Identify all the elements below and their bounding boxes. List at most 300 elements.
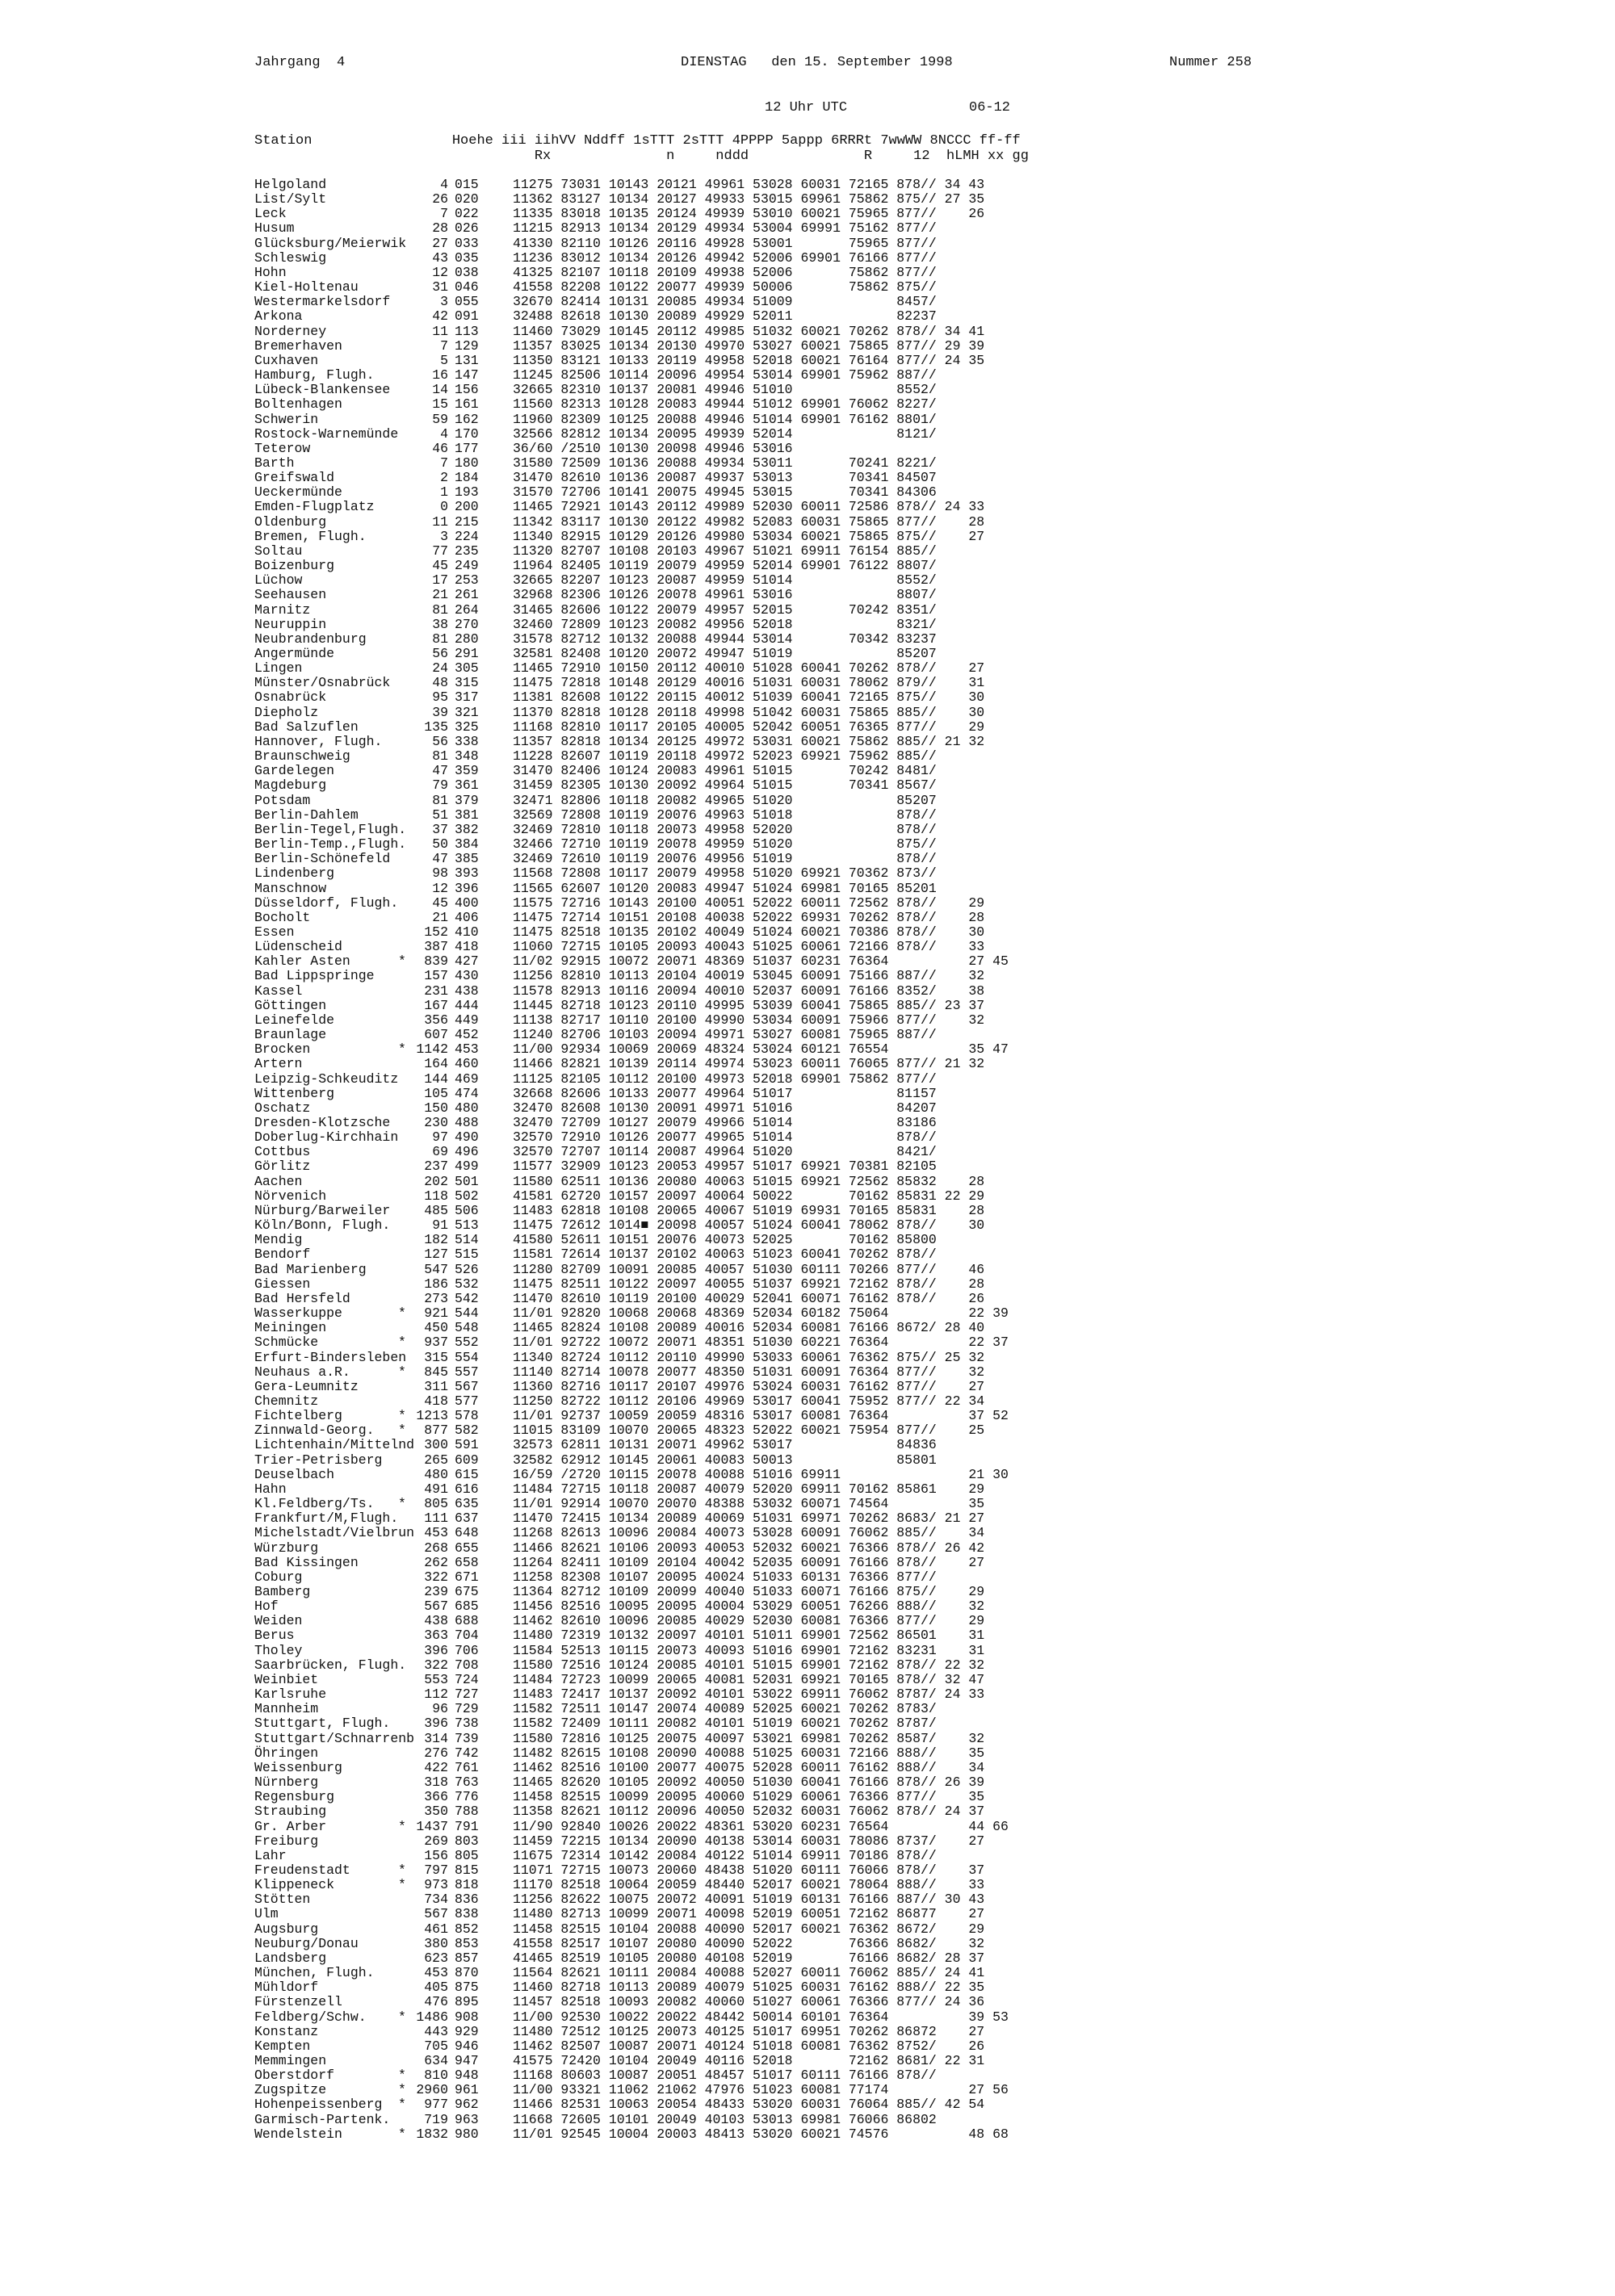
station-name: Oberstdorf [254,2068,335,2084]
synop-groups: 11577 32909 10123 20053 49957 51017 69921 70381 82105 [513,1158,937,1175]
station-name: Köln/Bonn, Flugh. [254,1217,391,1234]
mountain-marker: * [398,2009,406,2025]
station-height: 268 [424,1540,448,1556]
station-name: Landsberg [254,1950,327,1966]
station-height: 167 [424,997,448,1013]
station-number: 200 [455,499,479,515]
station-number: 022 [455,206,479,222]
station-number: 838 [455,1906,479,1922]
synop-groups: 32466 72710 10119 20078 49959 51020 875// [513,836,937,853]
station-height: 11 [432,323,448,339]
synop-groups: 11480 72512 10125 20073 40125 51017 69951 70262 86872 27 [513,2023,985,2039]
station-name: Stuttgart, Flugh. [254,1716,391,1732]
station-number: 567 [455,1378,479,1394]
station-height: 5 [440,352,448,368]
synop-groups: 11138 82717 10110 20100 49990 53034 60091 75966 877// 32 [513,1012,985,1028]
station-height: 1142 [416,1041,448,1058]
station-number: 291 [455,646,479,661]
synop-groups: 16/59 /2720 10115 20078 40088 51016 69911 21 30 [513,1466,1009,1482]
mountain-marker: * [398,2082,406,2098]
synop-groups: 32570 72910 10126 20077 49965 51014 878// [513,1129,937,1146]
synop-groups: 11370 82818 10128 20118 49998 51042 60031 75865 885// 30 [513,704,985,720]
station-height: 547 [424,1261,448,1277]
station-name: Feldberg/Schw. [254,2009,367,2025]
station-name: Magdeburg [254,777,327,794]
station-number: 020 [455,191,479,207]
mountain-marker: * [398,1422,406,1439]
station-number: 544 [455,1305,479,1322]
station-number: 742 [455,1745,479,1761]
station-number: 131 [455,352,479,368]
station-name: Nürnberg [254,1774,319,1791]
station-number: 947 [455,2053,479,2068]
synop-groups: 11466 82531 10063 20054 48433 53020 60031 76064 885// 42 54 [513,2097,985,2113]
synop-groups: 31578 82712 10132 20088 49944 53014 70342 83237 [513,631,937,647]
station-height: 37 [432,821,448,837]
station-name: Saarbrücken, Flugh. [254,1657,407,1673]
station-name: Bad Salzuflen [254,719,359,735]
station-number: 177 [455,440,479,456]
station-number: 685 [455,1598,479,1615]
station-name: Garmisch-Partenk. [254,2111,391,2127]
station-name: Hamburg, Flugh. [254,367,375,383]
station-name: Lüchow [254,572,303,589]
station-height: 623 [424,1950,448,1966]
station-number: 418 [455,939,479,955]
station-height: 396 [424,1716,448,1732]
station-name: Mühldorf [254,1980,319,1996]
station-number: 488 [455,1115,479,1130]
synop-groups: 11456 82516 10095 20095 40004 53029 60051 76266 888// 32 [513,1598,985,1615]
synop-groups: 11460 82718 10113 20089 40079 51025 60031 76162 888// 22 35 [513,1980,985,1996]
synop-groups: 41465 82519 10105 20080 40108 52019 76166 8682/ 28 37 [513,1950,985,1966]
station-name: Ueckermünde [254,484,342,501]
station-number: 895 [455,1994,479,2010]
station-height: 164 [424,1056,448,1072]
station-height: 95 [432,689,448,706]
station-number: 046 [455,279,479,295]
station-height: 0 [440,499,448,515]
synop-groups: 11581 72614 10137 20102 40063 51023 60041 70262 878// [513,1246,937,1263]
synop-groups: 11335 83018 10135 20124 49939 53010 60021 75965 877// 26 [513,206,985,222]
synop-groups: 11480 82713 10099 20071 40098 52019 60051 72162 86877 27 [513,1906,985,1922]
synop-groups: 32460 72809 10123 20082 49956 52018 8321/ [513,616,937,632]
station-name: Trier-Petrisberg [254,1452,383,1468]
synop-groups: 32668 82606 10133 20077 49964 51017 81157 [513,1085,937,1101]
station-name: Frankfurt/M,Flugh. [254,1510,399,1527]
synop-groups: 11060 72715 10105 20093 40043 51025 60061 72166 878// 33 [513,939,985,955]
station-name: Kassel [254,983,303,999]
station-name: Mannheim [254,1701,319,1717]
station-number: 708 [455,1657,479,1673]
station-name: Angermünde [254,646,335,661]
station-number: 348 [455,748,479,765]
station-name: Bad Kissingen [254,1554,359,1570]
synop-groups: 11483 62818 10108 20065 40067 51019 69931 70165 85831 28 [513,1202,985,1218]
station-height: 461 [424,1921,448,1937]
station-name: Öhringen [254,1745,319,1761]
station-height: 45 [432,895,448,911]
synop-groups: 11264 82411 10109 20104 40042 52035 60091 76166 878// 27 [513,1554,985,1570]
station-number: 532 [455,1276,479,1292]
station-height: 1486 [416,2009,448,2025]
synop-groups: 32470 72709 10127 20079 49966 51014 83186 [513,1115,937,1130]
station-number: 776 [455,1789,479,1805]
synop-groups: 11580 72516 10124 20085 40101 51015 69901 72162 878// 22 32 [513,1657,985,1673]
station-name: Bamberg [254,1584,311,1599]
station-height: 450 [424,1320,448,1336]
station-height: 15 [432,396,448,413]
station-number: 015 [455,177,479,192]
synop-groups: 11350 83121 10133 20119 49958 52018 60021 76164 877// 24 35 [513,352,985,368]
station-name: Emden-Flugplatz [254,499,375,515]
station-height: 7 [440,206,448,222]
synop-groups: 11/00 93321 11062 21062 47976 51023 60081 77174 27 56 [513,2082,1009,2098]
station-number: 805 [455,1847,479,1863]
station-name: Görlitz [254,1158,311,1175]
station-height: 2960 [416,2082,448,2098]
station-height: 7 [440,337,448,354]
station-height: 405 [424,1980,448,1996]
station-height: 418 [424,1393,448,1409]
synop-groups: 11342 83117 10130 20122 49982 52083 60031 75865 877// 28 [513,513,985,530]
synop-groups: 11458 82515 10104 20088 40090 52017 60021 76362 8672/ 29 [513,1921,985,1937]
synop-groups: 41575 72420 10104 20049 40116 52018 72162 8681/ 22 31 [513,2053,985,2068]
station-number: 384 [455,836,479,853]
station-height: 356 [424,1012,448,1028]
synop-groups: 11462 82610 10096 20085 40029 52030 60081 76366 877// 29 [513,1613,985,1629]
station-number: 055 [455,294,479,310]
station-number: 129 [455,337,479,354]
station-number: 249 [455,558,479,574]
synop-groups: 11458 82515 10099 20095 40060 51029 60061 76366 877// 35 [513,1789,985,1805]
station-number: 113 [455,323,479,339]
synop-groups: 11470 72415 10134 20089 40069 51031 69971 70262 8683/ 21 27 [513,1510,985,1527]
station-height: 31 [432,279,448,295]
station-height: 453 [424,1965,448,1981]
station-number: 946 [455,2038,479,2054]
station-number: 502 [455,1188,479,1204]
synop-groups: 11256 82810 10113 20104 40019 53045 60091 75166 887// 32 [513,968,985,984]
station-name: Weiden [254,1613,303,1629]
station-number: 803 [455,1833,479,1849]
station-number: 317 [455,689,479,706]
station-number: 253 [455,572,479,589]
station-name: Rostock-Warnemünde [254,425,399,442]
station-height: 363 [424,1628,448,1644]
station-height: 607 [424,1027,448,1043]
station-number: 270 [455,616,479,632]
station-number: 379 [455,792,479,808]
mountain-marker: * [398,1364,406,1380]
station-name: Hohenpeissenberg [254,2097,383,2113]
station-height: 79 [432,777,448,794]
station-number: 026 [455,220,479,237]
synop-groups: 11/01 92545 10004 20003 48413 53020 60021 74576 48 68 [513,2126,1009,2142]
station-number: 929 [455,2023,479,2039]
station-name: München, Flugh. [254,1965,375,1981]
synop-groups: 11170 82518 10064 20059 48440 52017 60021 78064 888// 33 [513,1877,985,1893]
station-name: Artern [254,1056,303,1072]
station-height: 366 [424,1789,448,1805]
station-height: 81 [432,792,448,808]
station-number: 382 [455,821,479,837]
station-number: 215 [455,513,479,530]
station-name: Deuselbach [254,1466,335,1482]
station-number: 791 [455,1818,479,1834]
station-name: List/Sylt [254,191,327,207]
station-height: 81 [432,748,448,765]
station-number: 724 [455,1671,479,1687]
station-name: Seehausen [254,587,327,603]
station-name: Augsburg [254,1921,319,1937]
station-name: Glücksburg/Meierwik [254,235,407,251]
station-name: Klippeneck [254,1877,335,1893]
station-name: Erfurt-Bindersleben [254,1349,407,1365]
mountain-marker: * [398,1862,406,1878]
station-number: 739 [455,1730,479,1746]
station-height: 12 [432,264,448,280]
synop-groups: 11470 82610 10119 20100 40029 52041 60071 76162 878// 26 [513,1290,985,1306]
station-number: 321 [455,704,479,720]
station-name: Neubrandenburg [254,631,367,647]
station-height: 322 [424,1657,448,1673]
station-number: 578 [455,1408,479,1424]
station-name: Cottbus [254,1144,311,1160]
station-name: Berlin-Temp.,Flugh. [254,836,407,853]
station-number: 577 [455,1393,479,1409]
station-height: 69 [432,1144,448,1160]
station-height: 21 [432,909,448,925]
station-height: 845 [424,1364,448,1380]
station-number: 235 [455,543,479,559]
synop-groups: 11482 82615 10108 20090 40088 51025 60031 72166 888// 35 [513,1745,985,1761]
station-name: Norderney [254,323,327,339]
synop-groups: 32488 82618 10130 20089 49929 52011 82237 [513,308,937,325]
synop-groups: 11125 82105 10112 20100 49973 52018 69901 75862 877// [513,1070,937,1087]
station-height: 839 [424,953,448,970]
station-height: 4 [440,425,448,442]
station-number: 396 [455,880,479,896]
station-name: Lahr [254,1847,287,1863]
synop-groups: 11960 82309 10125 20088 49946 51014 69901 76162 8801/ [513,411,937,427]
synop-groups: 36/60 /2510 10130 20098 49946 53016 [513,440,793,456]
station-height: 276 [424,1745,448,1761]
station-number: 552 [455,1334,479,1351]
station-name: Barth [254,455,295,471]
station-height: 156 [424,1847,448,1863]
station-name: Essen [254,924,295,940]
station-height: 1832 [416,2126,448,2142]
station-name: Braunschweig [254,748,350,765]
synop-groups: 11140 82714 10078 20077 48350 51031 60091 76364 877// 32 [513,1364,985,1380]
station-name: Wendelstein [254,2126,342,2142]
station-number: 385 [455,851,479,867]
station-name: Lichtenhain/Mittelnd [254,1437,415,1453]
station-height: 3 [440,294,448,310]
station-height: 350 [424,1804,448,1820]
synop-groups: 32470 82608 10130 20091 49971 51016 84207 [513,1100,937,1116]
station-height: 719 [424,2111,448,2127]
station-name: Karlsruhe [254,1686,327,1703]
station-number: 452 [455,1027,479,1043]
synop-groups: 11/01 92820 10068 20068 48369 52034 60182 75064 22 39 [513,1305,1009,1322]
station-name: Boltenhagen [254,396,342,413]
station-name: Lüdenscheid [254,939,342,955]
station-height: 50 [432,836,448,853]
column-header-line1: Station Hoehe iii iihVV Nddff 1sTTT 2sTTT 4PPPP 5appp 6RRRt 7wwWW 8NCCC ff-ff [254,133,1021,149]
station-height: 186 [424,1276,448,1292]
synop-groups: 11459 72215 10134 20090 40138 53014 60031 78086 8737/ 27 [513,1833,985,1849]
station-number: 961 [455,2082,479,2098]
station-name: Bad Hersfeld [254,1290,350,1306]
station-height: 144 [424,1070,448,1087]
synop-groups: 11465 72921 10143 20112 49989 52030 60011 72586 878// 24 33 [513,499,985,515]
synop-groups: 11484 72723 10099 20065 40081 52031 69921 70165 878// 32 47 [513,1671,985,1687]
synop-groups: 11480 72319 10132 20097 40101 51011 69901 72562 86501 31 [513,1628,985,1644]
station-name: Gera-Leumnitz [254,1378,359,1394]
station-name: Leipzig-Schkeuditz [254,1070,399,1087]
station-name: Teterow [254,440,311,456]
station-number: 962 [455,2097,479,2113]
station-name: Hannover, Flugh. [254,733,383,749]
synop-groups: 11462 82507 10087 20071 40124 51018 60081 76362 8752/ 26 [513,2038,985,2054]
station-height: 485 [424,1202,448,1218]
mountain-marker: * [398,953,406,970]
synop-groups: 11484 72715 10118 20087 40079 52020 69911 70162 85861 29 [513,1481,985,1497]
synop-groups: 32469 72810 10118 20073 49958 52020 878// [513,821,937,837]
station-number: 980 [455,2126,479,2142]
station-height: 77 [432,543,448,559]
station-name: Chemnitz [254,1393,319,1409]
synop-groups: 11362 83127 10134 20127 49933 53015 69961 75862 875// 27 35 [513,191,985,207]
station-number: 738 [455,1716,479,1732]
station-height: 42 [432,308,448,325]
station-number: 506 [455,1202,479,1218]
station-number: 815 [455,1862,479,1878]
station-height: 11 [432,513,448,530]
station-height: 27 [432,235,448,251]
station-height: 937 [424,1334,448,1351]
station-name: Wittenberg [254,1085,335,1101]
station-height: 111 [424,1510,448,1527]
station-number: 460 [455,1056,479,1072]
station-number: 184 [455,470,479,486]
synop-groups: 32665 82207 10123 20087 49959 51014 8552/ [513,572,937,589]
station-number: 264 [455,601,479,618]
station-height: 805 [424,1496,448,1512]
synop-groups: 11475 82518 10135 20102 40049 51024 60021 70386 878// 30 [513,924,985,940]
station-height: 59 [432,411,448,427]
station-number: 761 [455,1759,479,1775]
synop-groups: 11/02 92915 10072 20071 48369 51037 60231 76364 27 45 [513,953,1009,970]
station-height: 97 [432,1129,448,1146]
station-height: 734 [424,1892,448,1908]
station-name: Freudenstadt [254,1862,350,1878]
station-height: 91 [432,1217,448,1234]
synop-groups: 11582 72409 10111 20082 40101 51019 60021 70262 8787/ [513,1716,937,1732]
station-height: 322 [424,1569,448,1585]
synop-groups: 11258 82308 10107 20095 40024 51033 60131 76366 877// [513,1569,937,1585]
synop-groups: 11168 80603 10087 20051 48457 51017 60111 76166 878// [513,2068,937,2084]
synop-groups: 11256 82622 10075 20072 40091 51019 60131 76166 887// 30 43 [513,1892,985,1908]
station-height: 921 [424,1305,448,1322]
station-height: 39 [432,704,448,720]
station-number: 400 [455,895,479,911]
station-name: Meiningen [254,1320,327,1336]
synop-groups: 32471 82806 10118 20082 49965 51020 85207 [513,792,937,808]
synop-groups: 41330 82110 10126 20116 49928 53001 75965 877// [513,235,937,251]
station-name: Stötten [254,1892,311,1908]
station-name: Würzburg [254,1540,319,1556]
synop-groups: 11358 82621 10112 20096 40050 52032 60031 76062 878// 24 37 [513,1804,985,1820]
synop-groups: 11466 82821 10139 20114 49974 53023 60011 76065 877// 21 32 [513,1056,985,1072]
station-number: 675 [455,1584,479,1599]
station-number: 381 [455,807,479,823]
station-height: 453 [424,1525,448,1541]
station-number: 852 [455,1921,479,1937]
station-height: 705 [424,2038,448,2054]
synop-groups: 11/01 92914 10070 20070 48388 53032 60071 74564 35 [513,1496,985,1512]
synop-groups: 11964 82405 10119 20079 49959 52014 69901 76122 8807/ [513,558,937,574]
station-number: 857 [455,1950,479,1966]
synop-groups: 11268 82613 10096 20084 40073 53028 60091 76062 885// 34 [513,1525,985,1541]
station-number: 908 [455,2009,479,2025]
station-number: 147 [455,367,479,383]
station-name: Lingen [254,660,303,677]
station-number: 474 [455,1085,479,1101]
synop-groups: 11560 82313 10128 20083 49944 51012 69901 76062 8227/ [513,396,937,413]
station-number: 963 [455,2111,479,2127]
station-name: Bendorf [254,1246,311,1263]
station-name: Fürstenzell [254,1994,342,2010]
station-number: 671 [455,1569,479,1585]
station-height: 26 [432,191,448,207]
synop-groups: 11250 82722 10112 20106 49969 53017 60041 75952 877// 22 34 [513,1393,985,1409]
time-label: 12 Uhr UTC [765,100,848,115]
station-height: 150 [424,1100,448,1116]
station-number: 582 [455,1422,479,1439]
station-height: 7 [440,455,448,471]
station-name: Berlin-Schönefeld [254,851,391,867]
station-number: 449 [455,1012,479,1028]
station-name: Gr. Arber [254,1818,327,1834]
station-number: 542 [455,1290,479,1306]
synop-groups: 32570 72707 10114 20087 49964 51020 8421/ [513,1144,937,1160]
station-name: Weissenburg [254,1759,342,1775]
synop-groups: 11236 83012 10134 20126 49942 52006 69901 76166 877// [513,249,937,266]
station-name: Hof [254,1598,279,1615]
station-name: Bremen, Flugh. [254,528,367,544]
station-height: 43 [432,249,448,266]
synop-groups: 11/01 92722 10072 20071 48351 51030 60221 76364 22 37 [513,1334,1009,1351]
station-name: Husum [254,220,295,237]
station-number: 948 [455,2068,479,2084]
synop-groups: 11475 72612 1014■ 20098 40057 51024 60041 78062 878// 30 [513,1217,985,1234]
station-height: 81 [432,601,448,618]
station-name: Boizenburg [254,558,335,574]
station-height: 239 [424,1584,448,1599]
column-header-line2: Rx n nddd R 12 hLMH xx gg [254,149,1029,164]
station-height: 81 [432,631,448,647]
station-name: Berlin-Tegel,Flugh. [254,821,407,837]
synop-groups: 11357 82818 10134 20125 49972 53031 60021 75862 885// 21 32 [513,733,985,749]
station-height: 56 [432,733,448,749]
synop-groups: 11462 82516 10100 20077 40075 52028 60011 76162 888// 34 [513,1759,985,1775]
synop-groups: 11565 62607 10120 20083 49947 51024 69981 70165 85201 [513,880,937,896]
station-number: 501 [455,1173,479,1189]
station-name: Regensburg [254,1789,335,1805]
